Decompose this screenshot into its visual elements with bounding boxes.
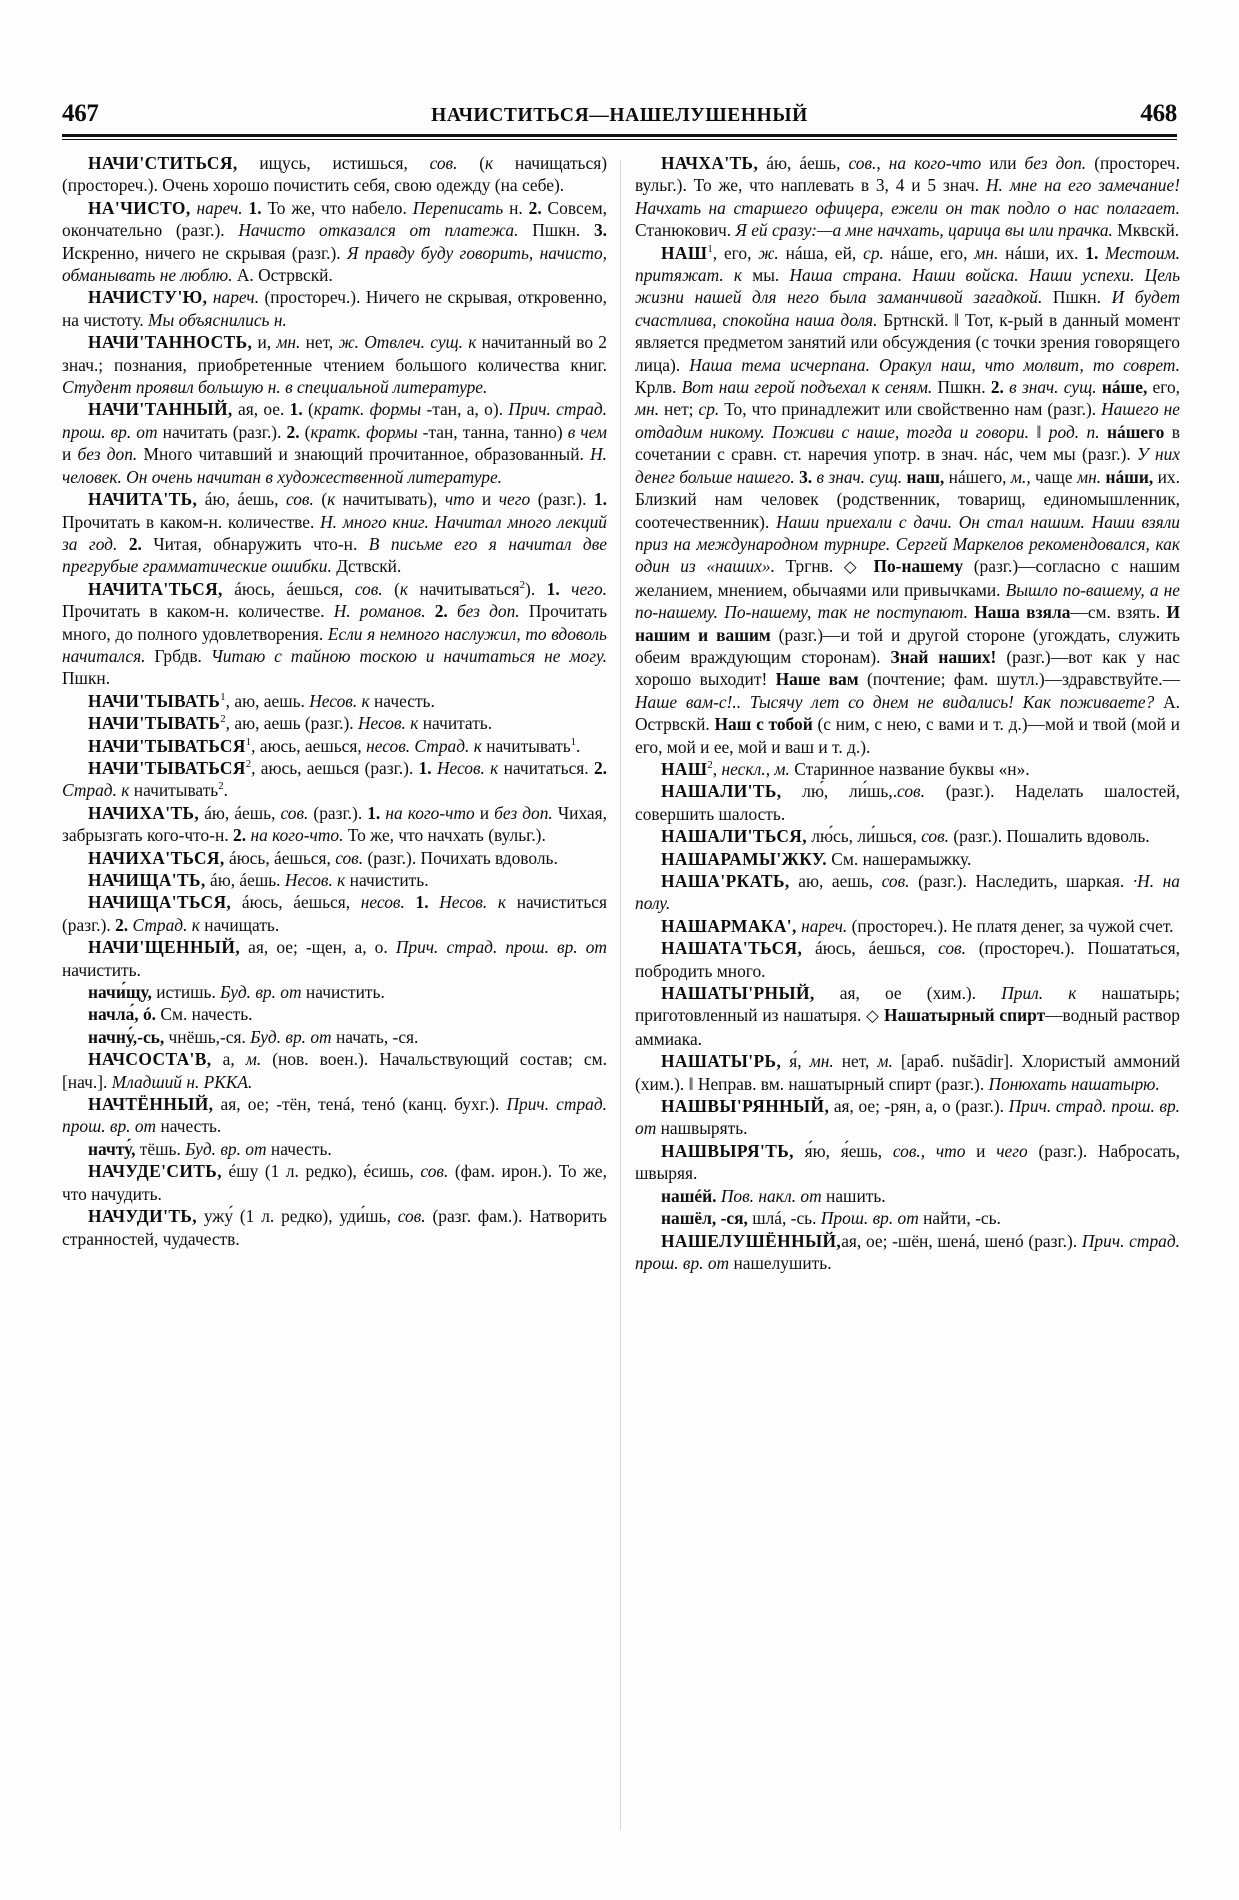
dictionary-entry: НАЧИТА'ТЬСЯ, áюсь, áешься, сов. (к начитываться$^2$). 1. чего. Прочитать в каком-н. количестве. Н. романов. 2. без доп. Прочитать много, до полного удовлетворения. Если я немного наслужил, то вдоволь начитался. Грбдв. Читаю с тайною тоскою и начитаться не могу. Пшкн. bbox=[62, 578, 608, 689]
dictionary-entry: НАШАРАМЫ'ЖКУ. См. нашерамыжку. bbox=[661, 848, 972, 869]
dictionary-entry: НАША'РКАТЬ, аю, аешь, сов. (разг.). Наследить, шаркая. ·Н. на полу. bbox=[635, 871, 1180, 914]
dictionary-entry: НА'ЧИСТО, нареч. 1. То же, что набело. Переписать н. 2. Совсем, окончательно (разг.). Начисто отказался от платежа. Пшкн. 3. Искренно, ничего не скрывая (разг.). Я правду буду говорить, начисто, обманывать не люблю. А. Острвскй. bbox=[62, 197, 608, 286]
header-rules bbox=[62, 134, 1177, 140]
folio-left: 467 bbox=[62, 100, 99, 127]
dictionary-entry: начну́,-сь, чнёшь,-ся. Буд. вр. от начать, -ся. bbox=[88, 1026, 419, 1047]
dictionary-entry: НАЧИХА'ТЬСЯ, áюсь, áешься, сов. (разг.). Почихать вдоволь. bbox=[88, 847, 558, 868]
dictionary-entry: НАЧИ'ЩЕННЫЙ, ая, ое; -щен, а, о. Прич. страд. прош. вр. от начистить. bbox=[62, 937, 607, 980]
rule-thin bbox=[62, 139, 1177, 140]
dictionary-entry: НАЧСОСТА'В, а, м. (нов. воен.). Начальствующий состав; см. [нач.]. Младший н. РККА. bbox=[62, 1049, 607, 1092]
dictionary-entry: нашёл, -ся, шлá, -сь. Прош. вр. от найти, -сь. bbox=[661, 1208, 1001, 1229]
rule-thick bbox=[62, 134, 1177, 137]
dictionary-entry: НАЧИ'ТАННЫЙ, ая, ое. 1. (кратк. формы -тан, а, о). Прич. страд. прош. вр. от начитать (разг.). 2. (кратк. формы -тан, танна, танно) в чем и без доп. Много читавший и знающий прочитанное, образованный. Н. человек. Он очень начитан в художественной литературе. bbox=[62, 399, 608, 487]
dictionary-entry: НАЧИ'ТЫВАТЬСЯ$^1$, аюсь, аешься, несов. Страд. к начитывать$^1$. bbox=[88, 735, 581, 756]
dictionary-entry: НАЧИХА'ТЬ, áю, áешь, сов. (разг.). 1. на кого-что и без доп. Чихая, забрызгать кого-что-н. 2. на кого-что. То же, что начхать (вульг.). bbox=[62, 802, 607, 846]
dictionary-entry: НАШ$^1$, его, ж. нáша, ей, ср. нáше, его, мн. нáши, их. 1. Местоим. притяжат. к мы. Наша страна. Наши войска. Наши успехи. Цель жизни нашей для него была заманчивой загадкой. Пшкн. И будет счастлива, спокойна наша доля. Бртнскй. ‖ Тот, к-рый в данный момент является предметом занятий или обсуждения (с точки зрения говорящего лица). Наша тема исчерпана. Оракул наш, что молвит, то соврет. Крлв. Вот наш герой подъехал к сеням. Пшкн. 2. в знач. сущ. нáше, его, мн. нет; ср. То, что принадлежит или свойственно нам (разг.). Нашего не отдадим никому. Поживи с наше, тогда и говори. ‖ род. п. нáшего в сочетании с сравн. ст. наречия употр. в знач. нáс, чем мы (разг.). У них денег больше нашего. 3. в знач. сущ. наш, нáшего, м., чаще мн. нáши, их. Близкий нам человек (родственник, товарищ, единомышленник, соотечественник). Наши приехали с дачи. Он стал нашим. Наши взяли приз на международном турнире. Сергей Маркелов рекомендовался, как один из «наших». Тргнв. ◇ По-нашему (разг.)—согласно с нашим желанием, мнением, обычаями или привычками. Вышло по-вашему, а не по-нашему. По-нашему, так не поступают. Наша взяла—см. взять. И нашим и вашим (разг.)—и той и другой стороне (угождать, служить обеим враждующим сторонам). Знай наших! (разг.)—вот как у нас хорошо выходит! Наше вам (почтение; фам. шутл.)—здравствуйте.—Наше вам-с!.. Тысячу лет со днем не видались! Как поживаете? А. Острвскй. Наш с тобой (с ним, с нею, с вами и т. д.)—мой и твой (мой и его, мой и ее, мой и ваш и т. д.). bbox=[635, 242, 1181, 757]
dictionary-entry: НАЧИТА'ТЬ, áю, áешь, сов. (к начитывать), что и чего (разг.). 1. Прочитать в каком-н. количестве. Н. много книг. Начитал много лекций за год. 2. Читая, обнаружить что-н. В письме его я начитал две прегрубые грамматические ошибки. Дствскй. bbox=[62, 489, 607, 577]
text-columns bbox=[62, 152, 1180, 1852]
folio-right: 468 bbox=[1140, 100, 1177, 127]
dictionary-entry: НАЧХА'ТЬ, áю, áешь, сов., на кого-что или без доп. (простореч. вульг.). То же, что наплевать в 3, 4 и 5 знач. Н. мне на его замечание! Начхать на старшего офицера, ежели он так подло о нас полагает. Станюкович. Я ей сразу:—а мне начхать, царица вы или прачка. Мквскй. bbox=[635, 153, 1181, 241]
dictionary-entry: НАЧИ'ТЫВАТЬ$^2$, аю, аешь (разг.). Несов. к начитать. bbox=[88, 713, 493, 734]
dictionary-entry: НАЧИ'СТИТЬСЯ, ищусь, истишься, сов. (к начищаться) (простореч.). Очень хорошо почистить себя, свою одежду (на себе). bbox=[62, 153, 607, 196]
dictionary-entry: нашéй. Пов. накл. от нашить. bbox=[661, 1185, 886, 1206]
dictionary-entry: НАЧИ'ТАННОСТЬ, и, мн. нет, ж. Отвлеч. сущ. к начитанный во 2 знач.; познания, приобретенные чтением большого количества книг. Студент проявил большую н. в специальной литературе. bbox=[62, 332, 607, 398]
page-header bbox=[62, 92, 1177, 126]
column-left bbox=[62, 152, 607, 1852]
dictionary-entry: начту́, тёшь. Буд. вр. от начесть. bbox=[88, 1138, 332, 1159]
dictionary-entry: НАЧИЩА'ТЬСЯ, áюсь, áешься, несов. 1. Несов. к начиститься (разг.). 2. Страд. к начищать. bbox=[62, 892, 607, 935]
dictionary-entry: НАШАЛИ'ТЬСЯ, лю́сь, ли́шься, сов. (разг.). Пошалить вдоволь. bbox=[661, 826, 1150, 847]
dictionary-entry: НАЧУДЕ'СИТЬ, éшу (1 л. редко), éсишь, сов. (фам. ирон.). То же, что начудить. bbox=[62, 1161, 607, 1204]
dictionary-entry: НАЧТЁННЫЙ, ая, ое; -тён, тенá, тенó (канц. бухг.). Прич. страд. прош. вр. от начесть. bbox=[62, 1094, 607, 1137]
dictionary-entry: НАШВЫ'РЯННЫЙ, ая, ое; -рян, а, о (разг.). Прич. страд. прош. вр. от нашвырять. bbox=[635, 1096, 1181, 1139]
dictionary-entry: НАШ$^2$, нескл., м. Старинное название буквы «н». bbox=[661, 758, 1030, 779]
column-right bbox=[635, 152, 1180, 1852]
running-head: НАЧИСТИТЬСЯ—НАШЕЛУШЕННЫЙ bbox=[431, 104, 808, 126]
dictionary-entry: НАЧУДИ'ТЬ, ужу́ (1 л. редко), уди́шь, сов. (разг. фам.). Натворить странностей, чудачеств. bbox=[62, 1206, 607, 1249]
dictionary-entry: НАШАТЫ'РНЫЙ, ая, ое (хим.). Прил. к нашатырь; приготовленный из нашатыря. ◇ Нашатырный спирт—водный раствор аммиака. bbox=[635, 983, 1180, 1049]
dictionary-entry: начла́, ó. См. начесть. bbox=[88, 1004, 253, 1025]
dictionary-entry: НАШАЛИ'ТЬ, лю́, ли́шь,.сов. (разг.). Наделать шалостей, совершить шалость. bbox=[635, 781, 1181, 824]
dictionary-entry: НАШАТЫ'РЬ, я́, мн. нет, м. [араб. nušādir]. Хлористый аммоний (хим.). ‖ Неправ. вм. нашатырный спирт (разг.). Понюхать нашатырю. bbox=[635, 1051, 1180, 1094]
dictionary-entry: НАШАТА'ТЬСЯ, áюсь, áешься, сов. (простореч.). Пошататься, побродить много. bbox=[635, 938, 1180, 981]
dictionary-entry: НАЧИЩА'ТЬ, áю, áешь. Несов. к начистить. bbox=[88, 870, 429, 890]
dictionary-entry: начи́щу, истишь. Буд. вр. от начистить. bbox=[88, 982, 385, 1003]
dictionary-entry: НАЧИ'ТЫВАТЬ$^1$, аю, аешь. Несов. к начесть. bbox=[88, 690, 435, 711]
dictionary-entry: НАШАРМАКА', нареч. (простореч.). Не платя денег, за чужой счет. bbox=[661, 915, 1174, 936]
dictionary-entry: НАШВЫРЯ'ТЬ, я́ю, я́ешь, сов., что и чего (разг.). Набросать, швыряя. bbox=[635, 1140, 1180, 1184]
dictionary-entry: НАЧИСТУ'Ю, нареч. (простореч.). Ничего не скрывая, откровенно, на чистоту. Мы объяснились н. bbox=[62, 287, 607, 330]
dictionary-entry: НАШЕЛУШЁННЫЙ,ая, ое; -шён, шенá, шенó (разг.). Прич. страд. прош. вр. от нашелушить. bbox=[635, 1230, 1180, 1273]
dictionary-entry: НАЧИ'ТЫВАТЬСЯ$^2$, аюсь, аешься (разг.). 1. Несов. к начитаться. 2. Страд. к начитывать$^2$. bbox=[62, 757, 607, 801]
